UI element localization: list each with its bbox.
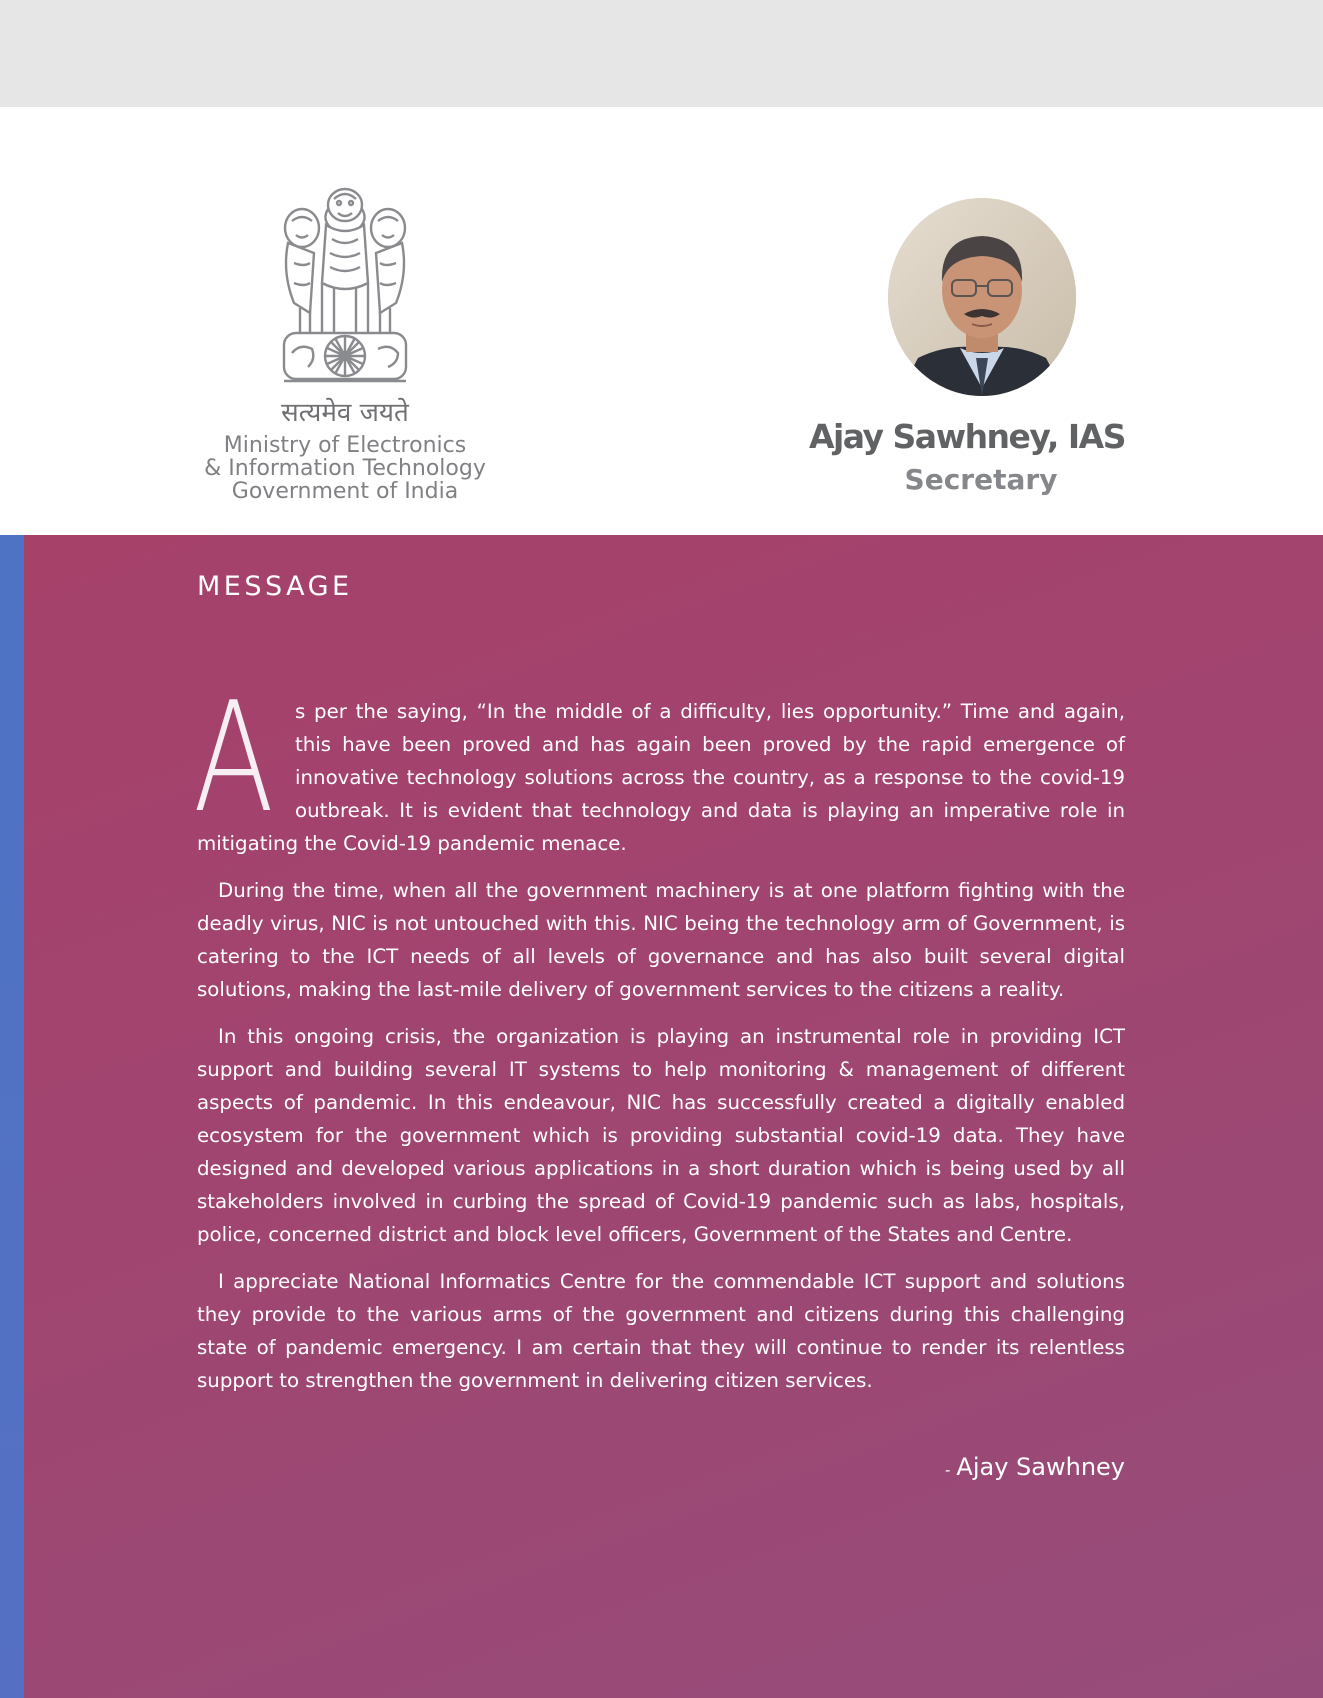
ministry-name [170,434,520,503]
ministry-line: & Information Technology [204,456,486,481]
national-emblem-icon [270,183,420,398]
message-heading: MESSAGE [197,571,353,602]
signature-dash: - [944,1461,951,1479]
person-name: Ajay Sawhney, IAS [808,417,1125,456]
message-panel [0,535,1323,1698]
person-title: Secretary [904,463,1058,496]
signature-name: Ajay Sawhney [956,1453,1125,1481]
national-motto: सत्यमेव जयते [281,398,409,428]
paragraph-text: s per the saying, “In the middle of a difficulty, lies opportunity.” Time and again, this have been proved and has again been proved by the rapid emergence of innovative technology solutions across the country, as a response to the covid-19 outbreak. It is evident that technology and data is playing an imperative role in mitigating the Covid-19 pandemic menace. [197,700,1125,855]
avatar [888,198,1076,396]
top-band [0,0,1323,107]
message-paragraph: During the time, when all the government machinery is at one platform fighting with the deadly virus, NIC is not untouched with this. NIC being the technology arm of Government, is catering to the ICT needs of all levels of governance and has also built several digital solutions, making the last-mile delivery of government services to the citizens a reality. [197,879,1125,1001]
ministry-line: Ministry of Electronics [223,433,467,458]
portrait-photo [888,198,1076,396]
drop-cap: A [193,669,275,846]
signature [945,1450,1125,1487]
message-paragraph: I appreciate National Informatics Centre for the commendable ICT support and solutions they provide to the various arms of the government and citizens during this challenging state of pandemic emergency. I am certain that they will continue to render its relentless support to strengthen the government in delivering citizen services. [197,1270,1125,1392]
message-paragraph [193,669,1125,860]
message-body [193,669,1125,1411]
message-paragraph: In this ongoing crisis, the organization is playing an instrumental role in providing ICT support and building several IT systems to help monitoring & management of different aspects of pandemic. In this endeavour, NIC has successfully created a digitally enabled ecosystem for the government which is providing substantial covid-19 data. They have designed and developed various applications in a short duration which is being used by all stakeholders involved in curbing the spread of Covid-19 pandemic such as labs, hospitals, police, concerned district and block level officers, Government of the States and Centre. [197,1025,1125,1246]
ministry-line: Government of India [231,479,459,504]
side-accent-strip [0,535,24,1698]
